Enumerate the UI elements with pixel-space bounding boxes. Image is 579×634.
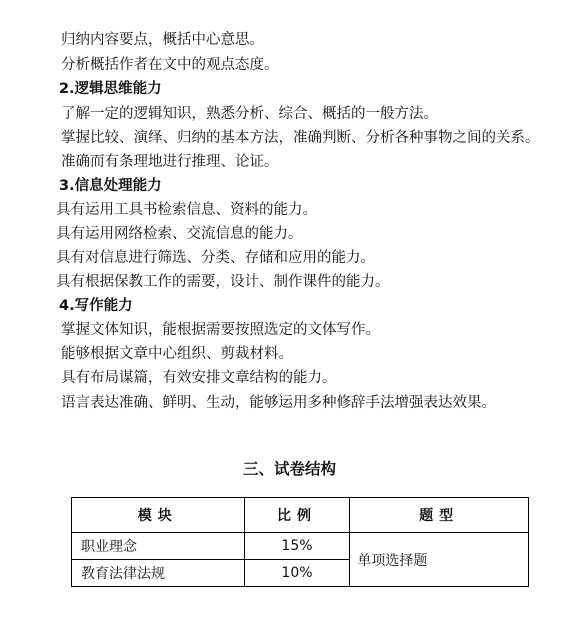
text-line: 具有布局谋篇，有效安排文章结构的能力。 [61,370,337,386]
table-cell-module: 职业理念 [72,533,245,560]
section-title: 三、试卷结构 [242,460,336,478]
text-line: 了解一定的逻辑知识，熟悉分析、综合、概括的一般方法。 [61,106,438,122]
text-line: 掌握比较、演绎、归纳的基本方法，准确判断、分析各种事物之间的关系。 [61,130,540,146]
text-line: 掌握文体知识，能根据需要按照选定的文体写作。 [61,322,380,338]
table-header-row [72,498,529,533]
table-cell-module: 教育法律法规 [72,560,245,587]
table-header-type: 题型 [350,498,529,533]
text-line: 具有运用工具书检索信息、资料的能力。 [56,202,317,218]
table-header-ratio: 比例 [244,498,350,533]
table-cell-ratio: 15% [244,533,350,560]
text-line: 归纳内容要点，概括中心意思。 [61,32,264,48]
text-line: 准确而有条理地进行推理、论证。 [61,154,279,170]
table-row [72,533,529,560]
table-cell-type: 单项选择题 [350,533,529,587]
section-heading-info: 3.信息处理能力 [59,178,162,194]
table-header-module: 模块 [72,498,245,533]
text-line: 具有运用网络检索、交流信息的能力。 [56,226,303,242]
section-heading-writing: 4.写作能力 [59,298,133,314]
section-heading-logic: 2.逻辑思维能力 [59,81,162,97]
text-line: 语言表达准确、鲜明、生动，能够运用多种修辞手法增强表达效果。 [61,395,496,411]
exam-structure-table [71,497,529,587]
table-cell-ratio: 10% [244,560,350,587]
text-line: 具有对信息进行筛选、分类、存储和应用的能力。 [56,250,375,266]
text-line: 能够根据文章中心组织、剪裁材料。 [61,346,293,362]
text-line: 具有根据保教工作的需要，设计、制作课件的能力。 [56,274,390,290]
text-line: 分析概括作者在文中的观点态度。 [61,57,279,73]
